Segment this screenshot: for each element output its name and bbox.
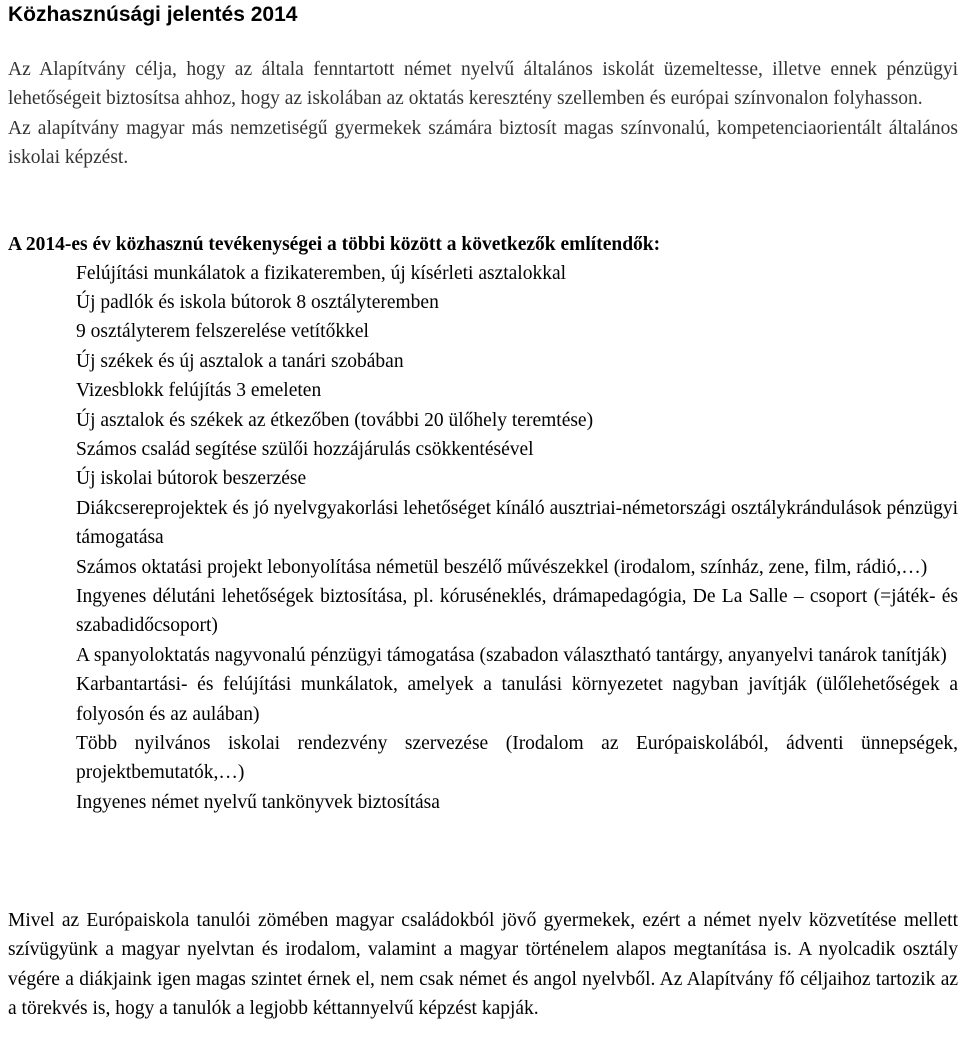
intro-paragraph-purpose: Az Alapítvány célja, hogy az általa fenntartott német nyelvű általános iskolát üzemeltesse, illetve ennek pénzügyi lehetőségeit biztosítsa ahhoz, hogy az iskolában az oktatás keresztény szellemben és európai színvonalon folyhasson. <box>8 59 958 110</box>
intro-section <box>8 55 958 173</box>
list-item: Vizesblokk felújítás 3 emeleten <box>76 380 322 402</box>
list-item: Számos család segítése szülői hozzájárulás csökkentésével <box>76 438 534 460</box>
list-item: Új asztalok és székek az étkezőben (további 20 ülőhely teremtése) <box>76 409 594 431</box>
list-item: A spanyoloktatás nagyvonalú pénzügyi támogatása (szabadon választható tantárgy, anyanyelvi tanárok tanítják) <box>76 644 947 666</box>
list-item: Új padlók és iskola bútorok 8 osztályteremben <box>76 291 439 313</box>
list-item: Új iskolai bútorok beszerzése <box>76 468 307 490</box>
list-item: Több nyilvános iskolai rendezvény szervezése (Irodalom az Európaiskolából, ádventi ünnepségek, projektbemutatók,…) <box>76 733 958 784</box>
document-title: Közhasznúsági jelentés 2014 <box>8 3 298 26</box>
list-item: Ingyenes német nyelvű tankönyvek biztosítása <box>76 791 440 813</box>
list-item: Diákcsereprojektek és jó nyelvgyakorlási lehetőséget kínáló ausztriai-németországi osztálykrándulások pénzügyi támogatása <box>76 497 958 549</box>
list-item: Új székek és új asztalok a tanári szobában <box>76 350 404 372</box>
intro-paragraph-education: Az alapítvány magyar más nemzetiségű gyermekek számára biztosít magas színvonalú, kompetenciaorientált általános iskolai képzést. <box>8 117 958 169</box>
list-item: 9 osztályterem felszerelése vetítőkkel <box>76 321 369 343</box>
list-item: Felújítási munkálatok a fizikateremben, új kísérleti asztalokkal <box>76 262 567 284</box>
list-item: Karbantartási- és felújítási munkálatok, amelyek a tanulási környezetet nagyban javítják (ülőlehetőségek a folyosón és az aulában) <box>76 674 958 725</box>
activities-list <box>76 259 958 818</box>
closing-paragraph: Mivel az Európaiskola tanulói zömében magyar családokból jövő gyermekek, ezért a német nyelv közvetítése mellett szívügyünk a magyar nyelvtan és irodalom, valamint a magyar történelem alapos megtanítása is. A nyolcadik osztály végére a diákjaink igen magas szintet érnek el, nem csak német és angol nyelvből. Az Alapítvány fő céljaihoz tartozik az a törekvés is, hogy a tanulók a legjobb kéttannyelvű képzést kapják. <box>8 910 958 1020</box>
list-item: Ingyenes délutáni lehetőségek biztosítása, pl. kóruséneklés, drámapedagógia, De La Salle – csoport (=játék- és szabadidőcsoport) <box>76 585 958 637</box>
activities-heading: A 2014-es év közhasznú tevékenységei a többi között a következők említendők: <box>8 234 661 255</box>
list-item: Számos oktatási projekt lebonyolítása németül beszélő művészekkel (irodalom, színház, zene, film, rádió,…) <box>76 556 928 578</box>
